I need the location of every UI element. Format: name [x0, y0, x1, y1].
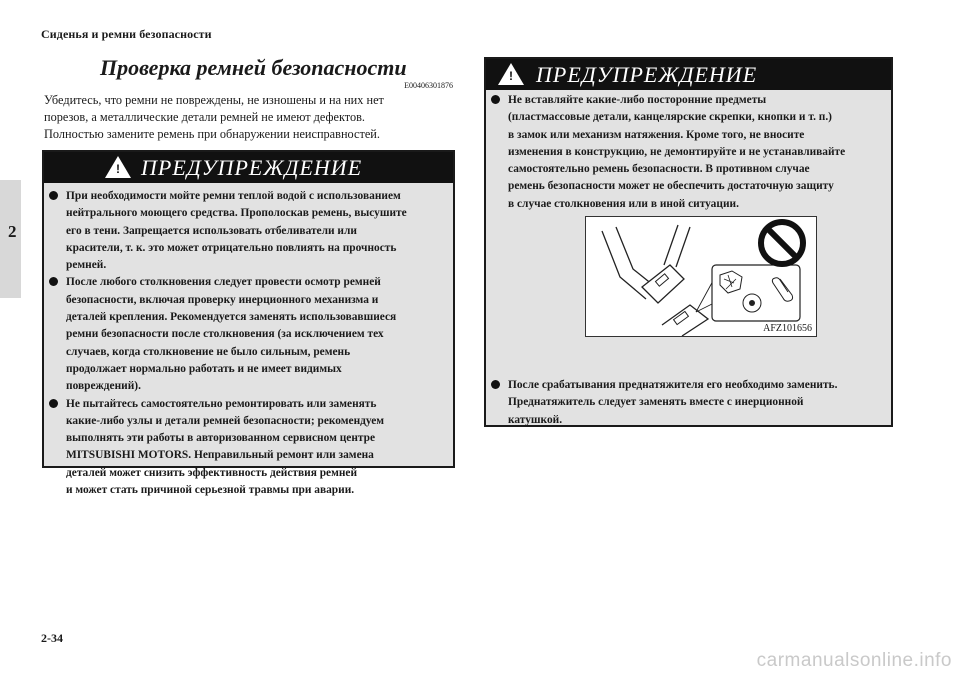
line: самостоятельно ремень безопасности. В противном случае	[508, 163, 810, 176]
line: При необходимости мойте ремни теплой водой с использованием	[66, 190, 401, 202]
warning-list	[486, 90, 891, 213]
line: в случае столкновения или в иной ситуации.	[508, 197, 739, 210]
warning-box-right	[484, 57, 893, 427]
bullet-icon	[491, 95, 500, 104]
line: повреждений).	[66, 380, 141, 393]
warning-box-left	[42, 150, 455, 497]
line: ремни безопасности после столкновения (за исключением тех	[66, 328, 384, 341]
warning-header	[486, 59, 891, 90]
warning-title: ПРЕДУПРЕЖДЕНИЕ	[141, 155, 363, 180]
line: выполнять эти работы в авторизованном сервисном центре	[66, 432, 376, 445]
line: MITSUBISHI MOTORS. Неправильный ремонт или замена	[66, 449, 374, 462]
running-header: Сиденья и ремни безопасности	[41, 27, 212, 41]
section-title: Проверка ремней безопасности	[100, 55, 407, 80]
line: После любого столкновения следует провести осмотр ремней	[66, 276, 381, 289]
line: ремней.	[66, 259, 107, 272]
line: и может стать причиной серьезной травмы при аварии.	[66, 484, 355, 497]
line: красители, т. к. это может отрицательно повлиять на прочность	[66, 241, 397, 254]
line: нейтрального моющего средства. Прополоскав ремень, высушите	[66, 207, 407, 220]
seatbelt-figure	[585, 216, 817, 337]
bullet-icon	[49, 277, 58, 286]
warning-list	[486, 377, 841, 429]
line: После срабатывания преднатяжителя его необходимо заменить.	[508, 379, 838, 391]
section-code: E00406301876	[404, 81, 453, 90]
warning-item	[486, 92, 887, 213]
exclamation-icon: !	[116, 162, 120, 176]
bullet-icon	[49, 191, 58, 200]
intro-line: Убедитесь, что ремни не повреждены, не изношены и на них нет	[44, 93, 384, 107]
figure-caption: AFZ101656	[763, 323, 812, 334]
line: какие-либо узлы и детали ремней безопасности; рекомендуем	[66, 414, 385, 427]
warning-item	[44, 396, 447, 500]
bullet-icon	[491, 380, 500, 389]
line: в замок или механизм натяжения. Кроме того, не вносите	[508, 128, 805, 141]
seatbelt-illustration	[586, 217, 816, 336]
warning-header	[44, 152, 453, 183]
line: продолжает нормально работать и не имеет видимых	[66, 362, 342, 375]
warning-item	[44, 188, 447, 274]
warning-list	[44, 183, 453, 499]
line: (пластмассовые детали, канцелярские скрепки, кнопки и т. п.)	[508, 111, 832, 124]
line: Не вставляйте какие-либо посторонние предметы	[508, 94, 767, 106]
page-number: 2-34	[41, 631, 63, 645]
line: ремень безопасности может не обеспечить достаточную защиту	[508, 180, 834, 193]
chapter-number: 2	[8, 222, 17, 241]
warning-title: ПРЕДУПРЕЖДЕНИЕ	[536, 62, 758, 87]
line: случаев, когда столкновение не было сильным, ремень	[66, 345, 351, 358]
line: безопасности, включая проверку инерционного механизма и	[66, 293, 379, 306]
line: изменения в конструкцию, не демонтируйте и не устанавливайте	[508, 145, 846, 158]
warning-item	[44, 274, 447, 395]
bullet-icon	[49, 399, 58, 408]
line: деталей крепления. Рекомендуется заменять использовавшиеся	[66, 311, 397, 324]
intro-paragraph	[44, 92, 459, 143]
line: деталей может снизить эффективность действия ремней	[66, 466, 358, 479]
line: его в тени. Запрещается использовать отбеливатели или	[66, 224, 357, 237]
exclamation-icon: !	[509, 69, 513, 83]
line: Не пытайтесь самостоятельно ремонтировать или заменять	[66, 397, 377, 410]
intro-line: Полностью замените ремень при обнаружении неисправностей.	[44, 127, 380, 141]
warning-item	[486, 377, 837, 429]
watermark: carmanualsonline.info	[756, 650, 952, 671]
intro-line: порезов, а металлические детали ремней не имеют дефектов.	[44, 110, 366, 124]
line: катушкой.	[508, 413, 563, 426]
line: Преднатяжитель следует заменять вместе с инерционной	[508, 396, 804, 409]
